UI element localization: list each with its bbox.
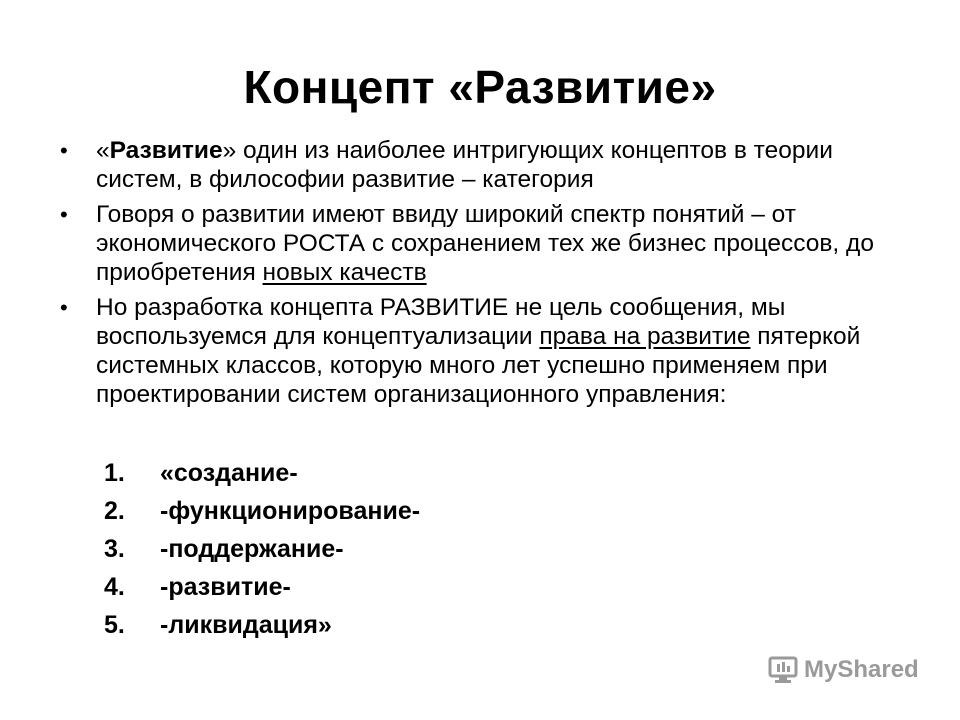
bullet-item <box>60 200 920 287</box>
bullet-dot-icon: • <box>60 202 68 227</box>
slide-title: Концепт «Развитие» <box>243 61 717 113</box>
watermark-text: MyShared <box>804 656 919 683</box>
bullet-text: Говоря о развитии имеют ввиду широкий спектр понятий – от экономического РОСТА с сохранением тех же бизнес процессов, до приобретения <box>96 201 874 286</box>
bullet-text-bold: Развитие <box>109 137 223 164</box>
numbered-item <box>104 568 420 606</box>
bullet-text-after: пятеркой системных классов, которую много лет успешно применяем при проектировании систем организационного управления: <box>96 323 861 408</box>
watermark-logo <box>768 656 919 684</box>
item-number: 2. <box>104 497 125 525</box>
item-label: «создание- <box>160 459 298 487</box>
numbered-item <box>104 492 420 530</box>
bullet-text: » один из наиболее интригующих концептов в теории систем, в философии развитие – категория <box>96 137 833 193</box>
item-number: 1. <box>104 459 125 487</box>
item-number: 5. <box>104 611 125 639</box>
bullet-list <box>60 136 920 415</box>
numbered-list <box>104 454 420 644</box>
bullet-item <box>60 293 920 409</box>
item-label: -поддержание- <box>160 535 344 563</box>
bullet-dot-icon: • <box>60 295 68 320</box>
monitor-logo-icon <box>768 656 798 684</box>
underlined-phrase: новых качеств <box>262 259 427 286</box>
bullet-text-pre: « <box>96 137 110 164</box>
underlined-phrase: права на развитие <box>539 323 751 350</box>
bullet-text: Но разработка концепта РАЗВИТИЕ не цель сообщения, мы воспользуемся для концептуализации <box>96 294 786 350</box>
item-number: 3. <box>104 535 125 563</box>
item-label: -развитие- <box>160 573 291 601</box>
item-number: 4. <box>104 573 125 601</box>
bullet-dot-icon: • <box>60 138 68 163</box>
numbered-item <box>104 606 420 644</box>
numbered-item <box>104 454 420 492</box>
item-label: -ликвидация» <box>160 611 332 639</box>
item-label: -функционирование- <box>160 497 421 525</box>
bullet-item <box>60 136 920 194</box>
numbered-item <box>104 530 420 568</box>
